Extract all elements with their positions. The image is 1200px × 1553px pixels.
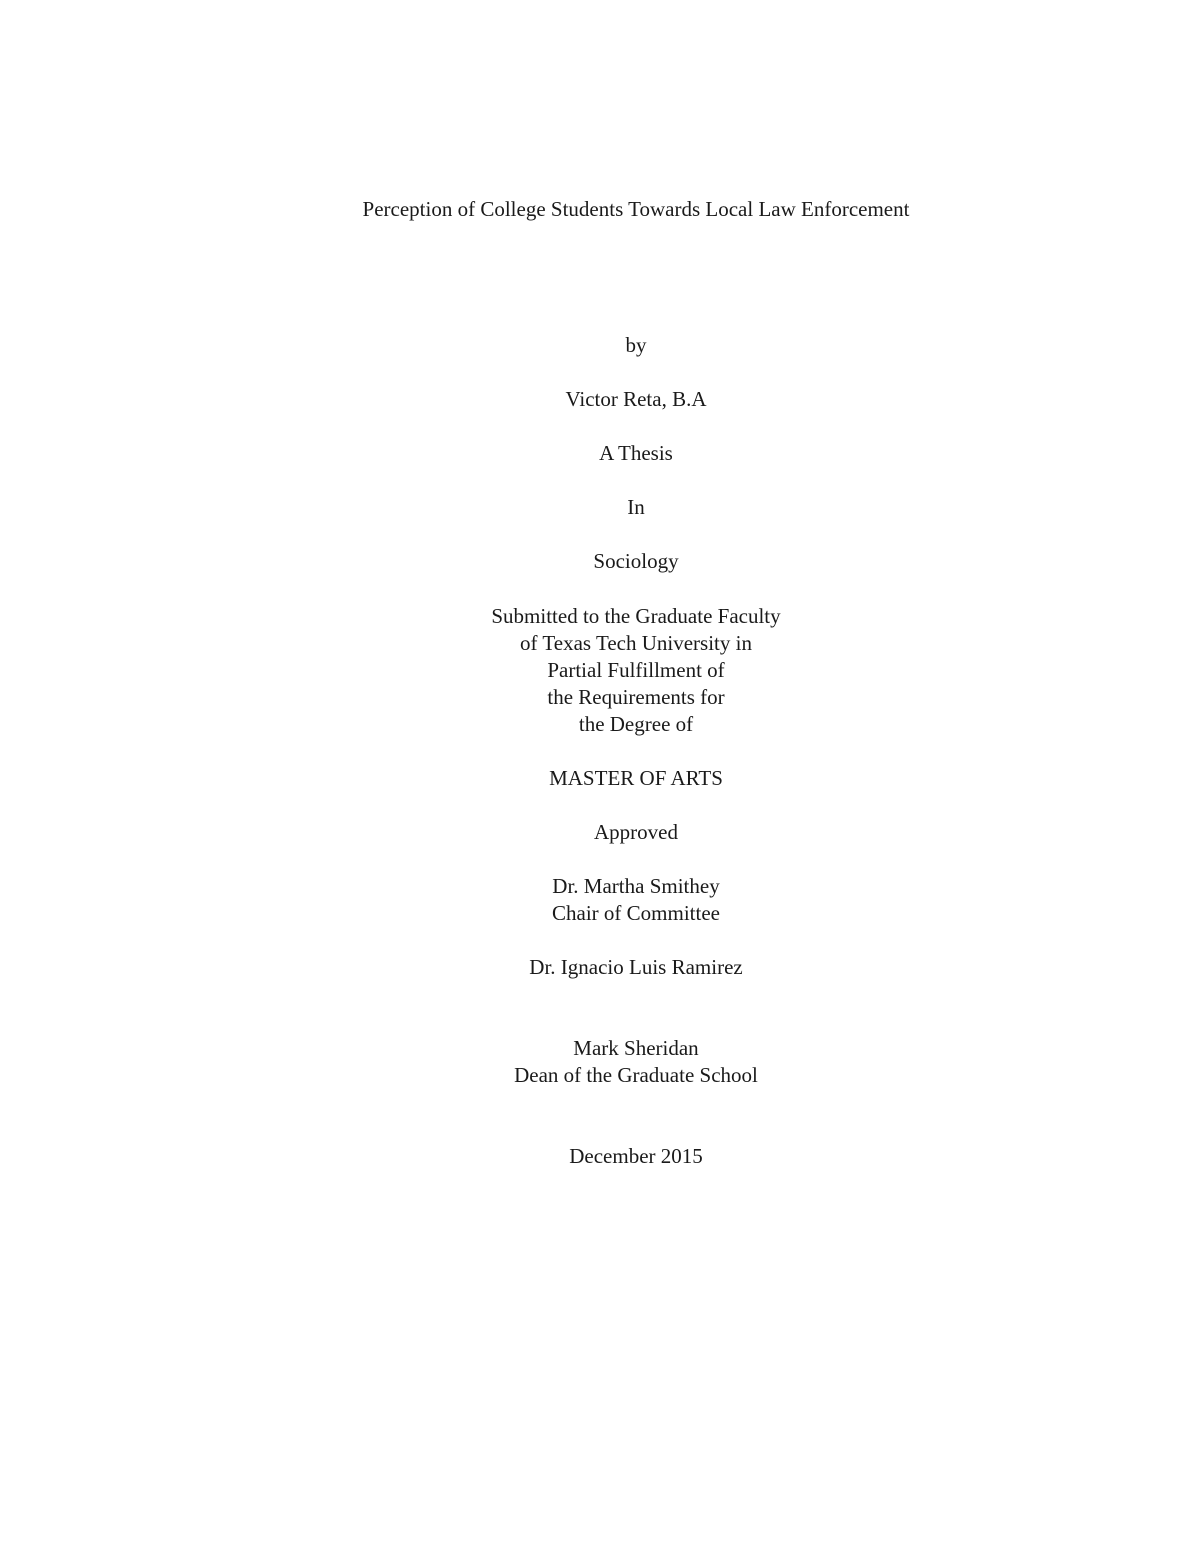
- degree-name: MASTER OF ARTS: [549, 766, 723, 790]
- committee-chair-name: Dr. Martha Smithey: [552, 874, 720, 898]
- in-label: In: [627, 495, 645, 519]
- document-type: A Thesis: [599, 441, 673, 465]
- graduate-dean: [0, 1035, 1200, 1089]
- thesis-title: Perception of College Students Towards Local Law Enforcement: [362, 197, 910, 221]
- author-name: Victor Reta, B.A: [565, 387, 707, 411]
- committee-member-name: Dr. Ignacio Luis Ramirez: [529, 955, 743, 979]
- submission-line: the Requirements for: [547, 685, 725, 709]
- submission-line: of Texas Tech University in: [520, 631, 752, 655]
- submission-line: Submitted to the Graduate Faculty: [491, 604, 781, 628]
- committee-chair: [0, 873, 1200, 927]
- dean-name: Mark Sheridan: [573, 1036, 699, 1060]
- committee-chair-role: Chair of Committee: [552, 901, 720, 925]
- submission-statement: [0, 603, 1200, 738]
- approved-label: Approved: [594, 820, 678, 844]
- dean-role: Dean of the Graduate School: [514, 1063, 758, 1087]
- submission-line: the Degree of: [578, 712, 694, 736]
- submission-date: December 2015: [569, 1144, 703, 1168]
- field-of-study: Sociology: [593, 549, 679, 573]
- by-label: by: [625, 333, 647, 357]
- submission-line: Partial Fulfillment of: [547, 658, 725, 682]
